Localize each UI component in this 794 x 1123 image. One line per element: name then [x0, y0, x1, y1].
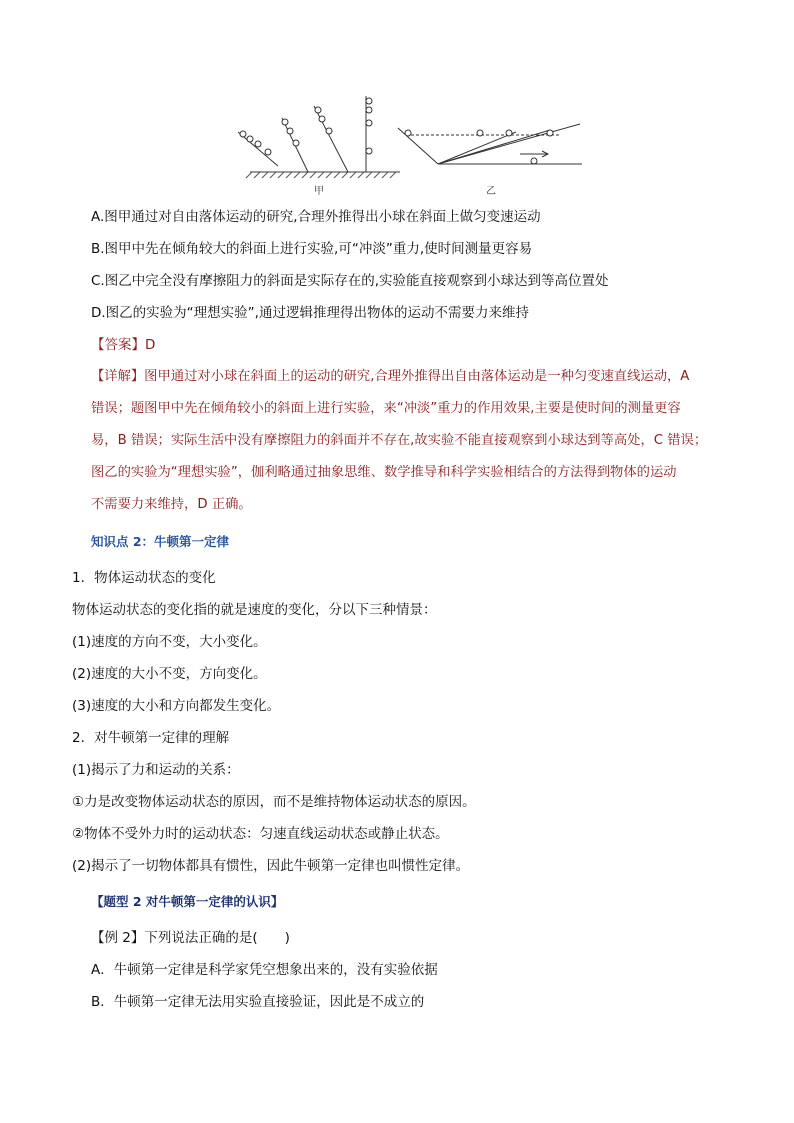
knowledge-heading: 知识点 2：牛顿第一定律 [91, 534, 230, 549]
yi-incline-3 [438, 132, 516, 164]
option-a: A.图甲通过对自由落体运动的研究,合理外推得出小球在斜面上做匀变速运动 [91, 209, 541, 225]
knowledge-line-5: (3)速度的大小和方向都发生变化。 [72, 698, 281, 714]
question-type-heading: 【题型 2 对牛顿第一定律的认识】 [91, 894, 284, 909]
knowledge-line-7: (1)揭示了力和运动的关系： [72, 762, 240, 778]
figure-label-jia: 甲 [314, 186, 324, 197]
knowledge-line-3: (1)速度的方向不变，大小变化。 [72, 634, 267, 650]
option-c: C.图乙中完全没有摩擦阻力的斜面是实际存在的,实验能直接观察到小球达到等高位置处 [91, 273, 609, 289]
question-option-b: B．牛顿第一定律无法用实验直接验证，因此是不成立的 [91, 994, 425, 1010]
yi-left-incline [398, 128, 438, 164]
explanation-line-1: 【详解】图甲通过对小球在斜面上的运动的研究,合理外推得出自由落体运动是一种匀变速直线运动，A [91, 369, 690, 384]
question-option-a: A．牛顿第一定律是科学家凭空想象出来的，没有实验依据 [91, 962, 438, 978]
experiment-figure [230, 88, 590, 200]
figure-yi [398, 124, 582, 197]
explanation-line-5: 不需要力来维持，D 正确。 [91, 497, 252, 512]
knowledge-line-9: ②物体不受外力时的运动状态：匀速直线运动状态或静止状态。 [72, 826, 449, 842]
option-d: D.图乙的实验为“理想实验”,通过逻辑推理得出物体的运动不需要力来维持 [91, 305, 529, 321]
option-b: B.图甲中先在倾角较大的斜面上进行实验,可“冲淡”重力,使时间测量更容易 [91, 241, 533, 257]
knowledge-line-2: 物体运动状态的变化指的就是速度的变化，分以下三种情景： [72, 602, 437, 618]
explanation-line-3: 易，B 错误；实际生活中没有摩擦阻力的斜面并不存在,故实验不能直接观察到小球达到等高处，C 错误； [91, 433, 708, 448]
knowledge-line-6: 2．对牛顿第一定律的理解 [72, 730, 230, 746]
incline-3 [314, 106, 348, 172]
figure-label-yi: 乙 [486, 186, 496, 197]
knowledge-line-1: 1．物体运动状态的变化 [72, 570, 216, 586]
knowledge-line-10: (2)揭示了一切物体都具有惯性，因此牛顿第一定律也叫惯性定律。 [72, 858, 470, 874]
answer-label: 【答案】D [91, 337, 156, 353]
explanation-line-4: 图乙的实验为“理想实验”，伽利略通过抽象思维、数学推导和科学实验相结合的方法得到物体的运动 [91, 465, 677, 480]
knowledge-line-8: ①力是改变物体运动状态的原因，而不是维持物体运动状态的原因。 [72, 794, 476, 810]
explanation-line-2: 错误；题图甲中先在倾角较小的斜面上进行实验，来“冲淡”重力的作用效果,主要是使时间的测量更容 [91, 401, 681, 416]
question-stem: 【例 2】下列说法正确的是( ) [91, 930, 290, 946]
figure-jia [238, 96, 400, 197]
knowledge-line-4: (2)速度的大小不变，方向变化。 [72, 666, 267, 682]
